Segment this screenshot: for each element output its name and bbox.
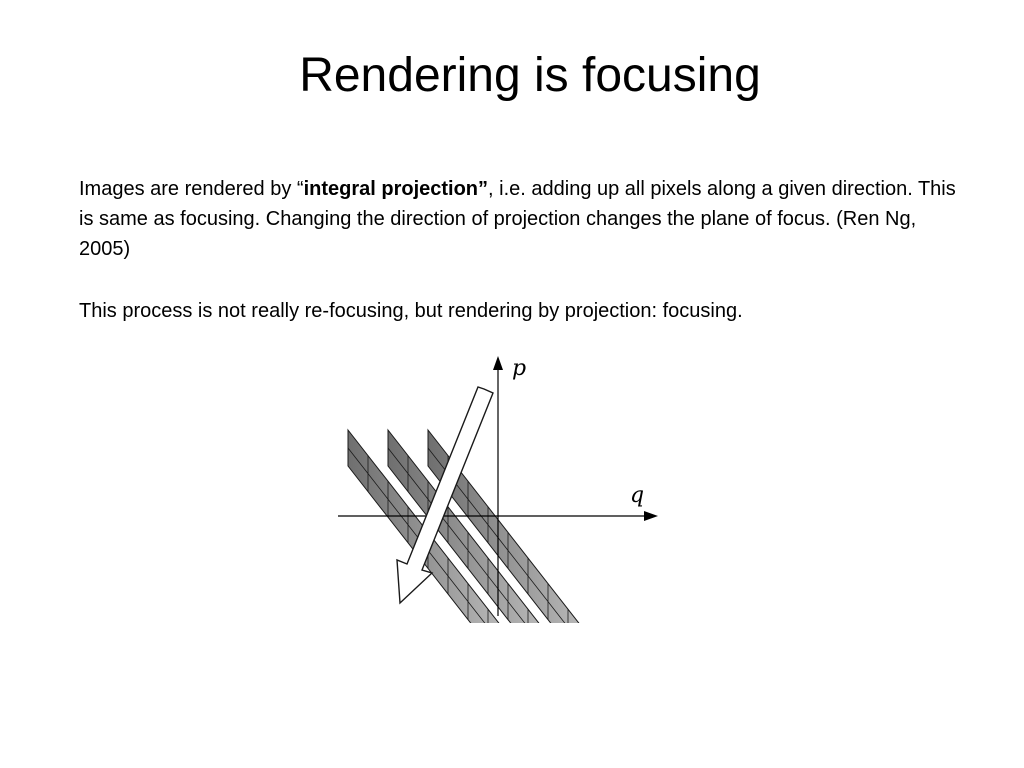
paragraph-1-prefix: Images are rendered by “ [79, 178, 304, 200]
slide-title: Rendering is focusing [299, 49, 761, 102]
integral-projection-term: integral projection” [303, 178, 489, 200]
paragraph-integral-projection [79, 174, 959, 264]
light-field-strips [348, 430, 608, 623]
body-text [79, 174, 959, 326]
projection-diagram-svg [330, 348, 680, 623]
p-axis-arrowhead [493, 356, 503, 370]
q-axis-arrowhead [644, 511, 658, 521]
axis-p-label: p [512, 356, 527, 381]
axis-q-label: q [630, 483, 645, 508]
paragraph-1-suffix: , i.e. adding up all pixels along a given direction. This is same as focusing. Changing the direction of projection changes the plane of focus. (Ren Ng, 2005) [79, 178, 956, 260]
projection-diagram [330, 348, 680, 623]
paragraph-rendering-by-projection: This process is not really re-focusing, but rendering by projection: focusing. [79, 300, 743, 322]
